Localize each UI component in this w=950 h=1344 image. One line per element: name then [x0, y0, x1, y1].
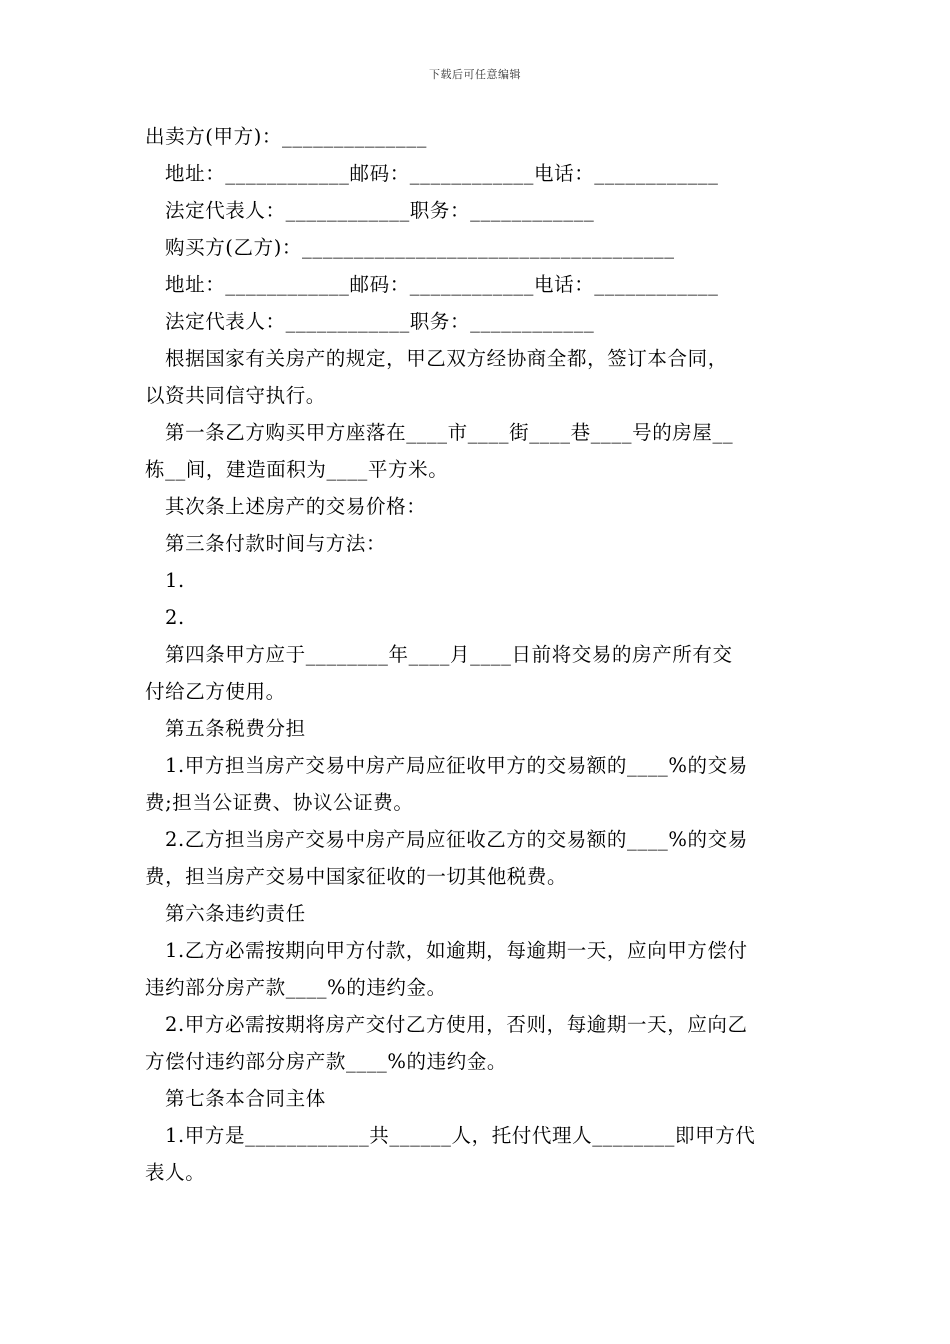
contract-line: 第三条付款时间与方法：	[165, 532, 387, 555]
contract-line: 根据国家有关房产的规定，甲乙双方经协商全都，签订本合同，	[165, 347, 728, 370]
contract-line: 法定代表人：____________职务：____________	[165, 310, 595, 333]
contract-line: 购买方(乙方)：____________________________________	[165, 236, 675, 259]
contract-line: 第一条乙方购买甲方座落在____市____街____巷____号的房屋__	[165, 421, 734, 444]
contract-line: 表人。	[145, 1161, 206, 1184]
contract-line: 以资共同信守执行。	[145, 384, 326, 407]
contract-line: 1.乙方必需按期向甲方付款，如逾期，每逾期一天，应向甲方偿付	[165, 939, 748, 962]
contract-line: 其次条上述房产的交易价格：	[165, 495, 427, 518]
contract-line: 地址：____________邮码：____________电话：____________	[165, 273, 719, 296]
contract-line: 费，担当房产交易中国家征收的一切其他税费。	[145, 865, 568, 888]
contract-line: 第四条甲方应于________年____月____日前将交易的房产所有交	[165, 643, 733, 666]
contract-line: 2.乙方担当房产交易中房产局应征收乙方的交易额的____%的交易	[165, 828, 748, 851]
contract-line: 2.甲方必需按期将房产交付乙方使用，否则，每逾期一天，应向乙	[165, 1013, 748, 1036]
contract-line: 1.甲方是____________共______人，托付代理人________即甲方代	[165, 1124, 756, 1147]
contract-line: 1.甲方担当房产交易中房产局应征收甲方的交易额的____%的交易	[165, 754, 748, 777]
contract-line: 费;担当公证费、协议公证费。	[145, 791, 414, 814]
contract-line: 地址：____________邮码：____________电话：____________	[165, 162, 719, 185]
contract-line: 出卖方(甲方)：______________	[145, 125, 427, 148]
contract-line: 法定代表人：____________职务：____________	[165, 199, 595, 222]
contract-line: 第五条税费分担	[165, 717, 306, 740]
contract-line: 违约部分房产款____%的违约金。	[145, 976, 447, 999]
contract-line: 第六条违约责任	[165, 902, 306, 925]
contract-line: 付给乙方使用。	[145, 680, 286, 703]
contract-line: 方偿付违约部分房产款____%的违约金。	[145, 1050, 508, 1073]
contract-line: 第七条本合同主体	[165, 1087, 326, 1110]
contract-line: 1.	[165, 569, 185, 592]
contract-line: 2.	[165, 606, 185, 629]
page-header: 下载后可任意编辑	[429, 68, 521, 81]
contract-body	[145, 118, 807, 1191]
contract-line: 栋__间，建造面积为____平方米。	[145, 458, 449, 481]
